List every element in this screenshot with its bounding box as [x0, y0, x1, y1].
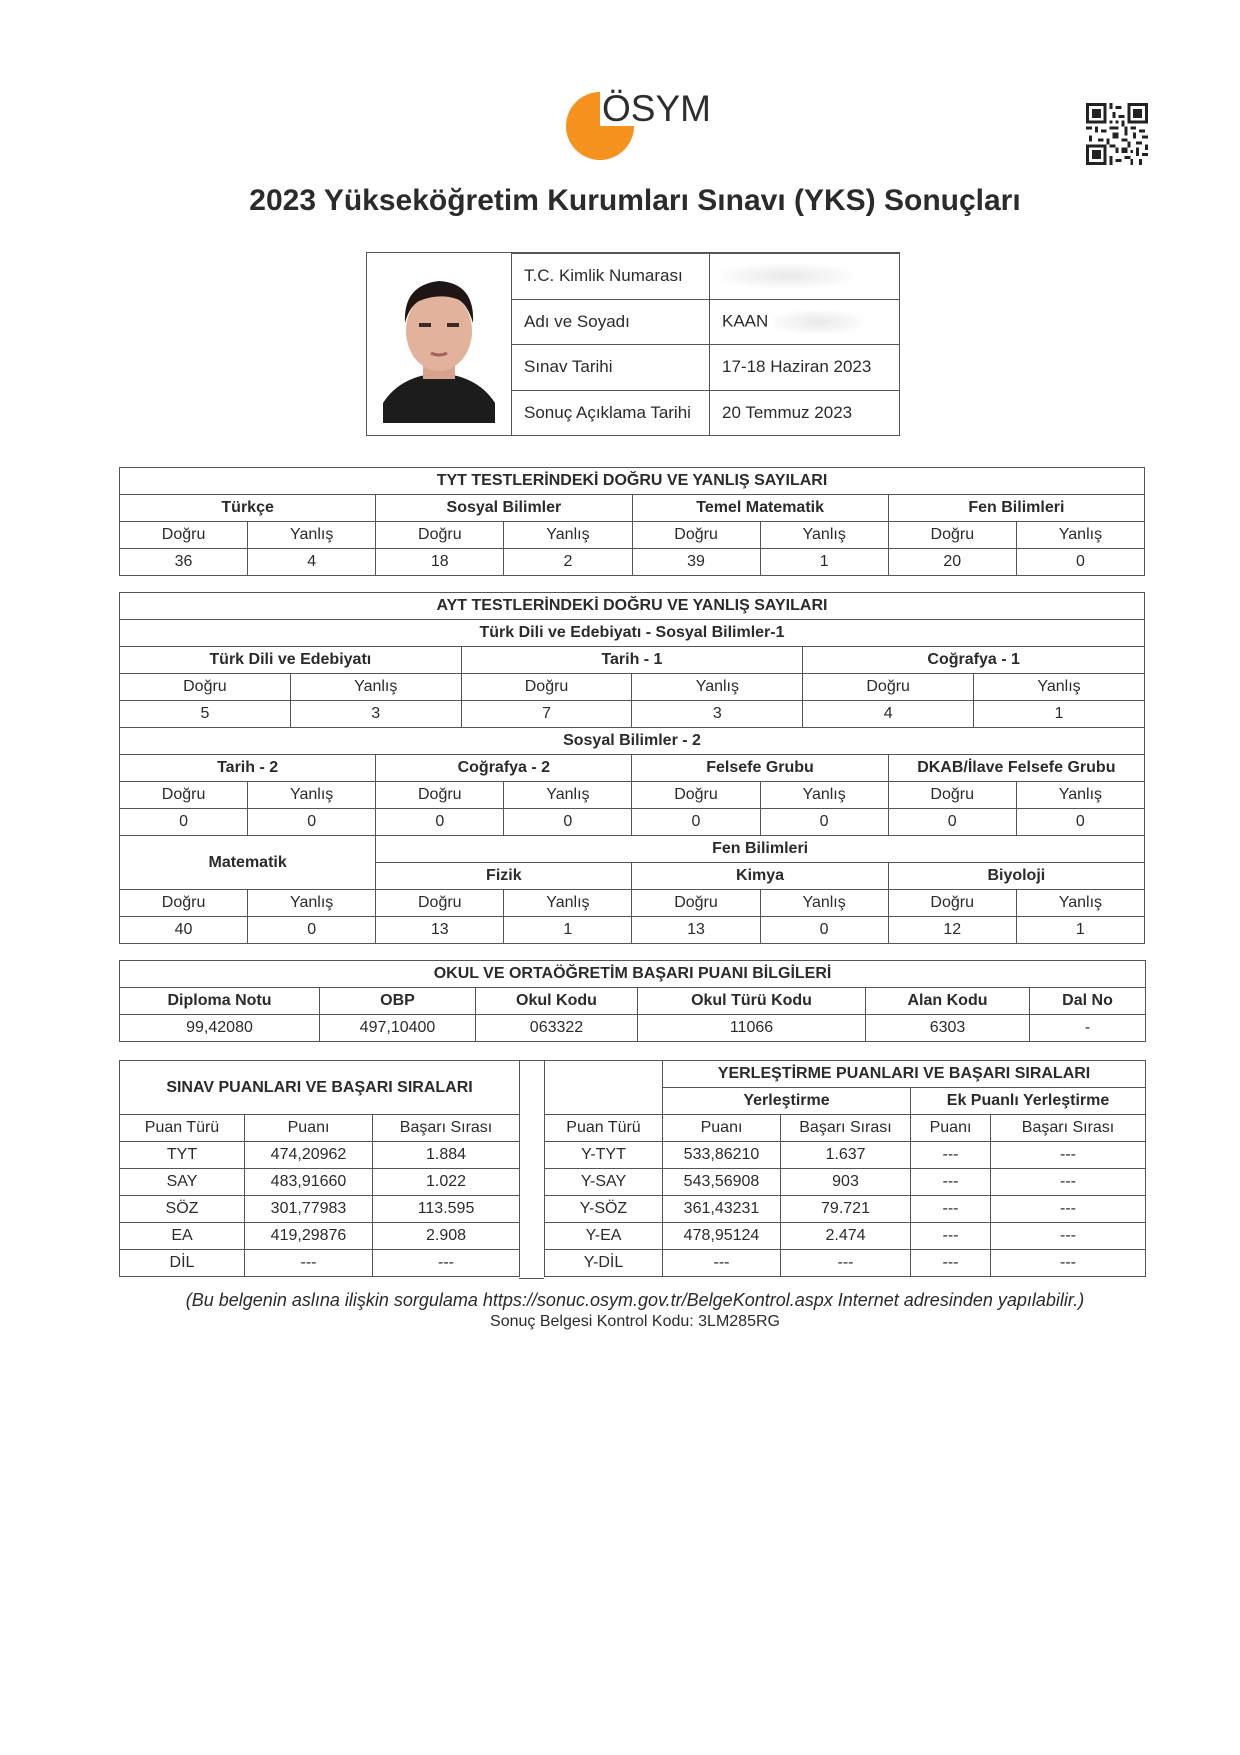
- result-date-label: Sonuç Açıklama Tarihi: [512, 390, 710, 436]
- candidate-photo: [367, 253, 512, 435]
- yer-empty-cell: [545, 1061, 663, 1115]
- yanlis-label: Yanlış: [504, 890, 632, 917]
- okul-header: Okul Kodu: [476, 988, 638, 1015]
- dogru-value: 20: [888, 549, 1016, 576]
- yanlis-value: 1: [504, 917, 632, 944]
- name-text: KAAN: [722, 311, 769, 331]
- okul-table: [119, 960, 1146, 1042]
- dogru-value: 36: [120, 549, 248, 576]
- table-row: [120, 674, 1145, 701]
- table-row: [545, 1169, 1146, 1196]
- okul-header: OBP: [320, 988, 476, 1015]
- name-value: [710, 299, 900, 345]
- yanlis-value: 3: [290, 701, 461, 728]
- tc-label: T.C. Kimlik Numarası: [512, 254, 710, 300]
- dogru-value: 12: [888, 917, 1016, 944]
- puan: 474,20962: [245, 1142, 373, 1169]
- tyt-title: TYT TESTLERİNDEKİ DOĞRU VE YANLIŞ SAYILARI: [120, 468, 1145, 495]
- sinav-header: Başarı Sırası: [373, 1115, 520, 1142]
- ek-basari-sirasi: ---: [991, 1142, 1146, 1169]
- redacted-area: [722, 264, 852, 288]
- ayt-title: AYT TESTLERİNDEKİ DOĞRU VE YANLIŞ SAYILARI: [120, 593, 1145, 620]
- ek-basari-sirasi: ---: [991, 1196, 1146, 1223]
- yer-title: YERLEŞTİRME PUANLARI VE BAŞARI SIRALARI: [663, 1061, 1146, 1088]
- yanlis-label: Yanlış: [632, 674, 803, 701]
- dogru-value: 7: [461, 701, 632, 728]
- puan: ---: [245, 1250, 373, 1277]
- yanlis-value: 1: [974, 701, 1145, 728]
- puan: 533,86210: [663, 1142, 781, 1169]
- ek-basari-sirasi: ---: [991, 1223, 1146, 1250]
- yer-header: Puanı: [663, 1115, 781, 1142]
- table-separator: [519, 1060, 544, 1279]
- yanlis-value: 0: [760, 809, 888, 836]
- tyt-subject: Türkçe: [120, 495, 376, 522]
- okul-value: 497,10400: [320, 1015, 476, 1042]
- yanlis-label: Yanlış: [504, 522, 632, 549]
- sinav-puanlari-table: [119, 1060, 520, 1277]
- puan-turu: SÖZ: [120, 1196, 245, 1223]
- ek-puan: ---: [911, 1169, 991, 1196]
- puan: 478,95124: [663, 1223, 781, 1250]
- okul-value: 6303: [866, 1015, 1030, 1042]
- dogru-label: Doğru: [803, 674, 974, 701]
- logo-text: ÖSYM: [602, 88, 711, 129]
- dogru-value: 4: [803, 701, 974, 728]
- okul-header: Diploma Notu: [120, 988, 320, 1015]
- yanlis-value: 0: [248, 809, 376, 836]
- ayt-subject: Tarih - 1: [461, 647, 803, 674]
- ayt-subject: Coğrafya - 2: [376, 755, 632, 782]
- portrait-image: [367, 253, 511, 435]
- table-row: [120, 890, 1145, 917]
- ayt-subject: Biyoloji: [888, 863, 1144, 890]
- ayt-table: [119, 592, 1145, 944]
- puan-turu: Y-SÖZ: [545, 1196, 663, 1223]
- yanlis-value: 1: [760, 549, 888, 576]
- yanlis-label: Yanlış: [290, 674, 461, 701]
- dogru-label: Doğru: [120, 674, 291, 701]
- puan-turu: Y-DİL: [545, 1250, 663, 1277]
- basari-sirasi: 2.908: [373, 1223, 520, 1250]
- dogru-value: 5: [120, 701, 291, 728]
- ayt-subject: DKAB/İlave Felsefe Grubu: [888, 755, 1144, 782]
- ek-puan: ---: [911, 1196, 991, 1223]
- okul-header: Okul Türü Kodu: [638, 988, 866, 1015]
- ayt-matematik-title: Matematik: [120, 836, 376, 890]
- dogru-value: 0: [888, 809, 1016, 836]
- tyt-subject: Sosyal Bilimler: [376, 495, 632, 522]
- table-row: [120, 1250, 520, 1277]
- table-row: [512, 299, 900, 345]
- table-row: [120, 1196, 520, 1223]
- yanlis-value: 0: [1016, 549, 1144, 576]
- table-row: [120, 1169, 520, 1196]
- ayt-subject: Kimya: [632, 863, 888, 890]
- table-row: [545, 1142, 1146, 1169]
- puan-turu: DİL: [120, 1250, 245, 1277]
- yanlis-label: Yanlış: [1016, 782, 1144, 809]
- yanlis-label: Yanlış: [760, 782, 888, 809]
- basari-sirasi: 79.721: [781, 1196, 911, 1223]
- dogru-value: 39: [632, 549, 760, 576]
- yanlis-label: Yanlış: [974, 674, 1145, 701]
- ek-puan: ---: [911, 1223, 991, 1250]
- dogru-label: Doğru: [632, 782, 760, 809]
- table-row: [120, 549, 1145, 576]
- okul-title: OKUL VE ORTAÖĞRETİM BAŞARI PUANI BİLGİLERİ: [120, 961, 1146, 988]
- puan-turu: Y-EA: [545, 1223, 663, 1250]
- dogru-label: Doğru: [120, 782, 248, 809]
- table-row: [120, 701, 1145, 728]
- yanlis-label: Yanlış: [504, 782, 632, 809]
- table-row: [120, 809, 1145, 836]
- yanlis-label: Yanlış: [1016, 522, 1144, 549]
- ayt-subject: Fizik: [376, 863, 632, 890]
- candidate-info-table: [511, 253, 900, 436]
- candidate-info: [366, 252, 900, 436]
- ayt-subject: Felsefe Grubu: [632, 755, 888, 782]
- okul-value: 063322: [476, 1015, 638, 1042]
- yer-header: Başarı Sırası: [991, 1115, 1146, 1142]
- dogru-value: 13: [376, 917, 504, 944]
- yanlis-value: 2: [504, 549, 632, 576]
- name-label: Adı ve Soyadı: [512, 299, 710, 345]
- dogru-label: Doğru: [632, 890, 760, 917]
- verification-note: (Bu belgenin aslına ilişkin sorgulama https://sonuc.osym.gov.tr/BelgeKontrol.aspx Internet adresinden yapılabilir.): [185, 1290, 1085, 1310]
- ayt-subject: Coğrafya - 1: [803, 647, 1145, 674]
- basari-sirasi: 1.022: [373, 1169, 520, 1196]
- tyt-subject: Fen Bilimleri: [888, 495, 1144, 522]
- puan: ---: [663, 1250, 781, 1277]
- puan-turu: EA: [120, 1223, 245, 1250]
- ek-basari-sirasi: ---: [991, 1169, 1146, 1196]
- dogru-value: 40: [120, 917, 248, 944]
- table-row: [512, 390, 900, 436]
- yer-sub2: Ek Puanlı Yerleştirme: [911, 1088, 1146, 1115]
- yanlis-value: 3: [632, 701, 803, 728]
- ayt-subject: Tarih - 2: [120, 755, 376, 782]
- okul-value: -: [1030, 1015, 1146, 1042]
- sinav-title: SINAV PUANLARI VE BAŞARI SIRALARI: [120, 1061, 520, 1115]
- qr-code-icon: [1086, 103, 1148, 165]
- yanlis-label: Yanlış: [248, 522, 376, 549]
- dogru-value: 18: [376, 549, 504, 576]
- table-row: [512, 345, 900, 391]
- yanlis-value: 0: [1016, 809, 1144, 836]
- table-row: [545, 1223, 1146, 1250]
- basari-sirasi: 1.884: [373, 1142, 520, 1169]
- page-title: 2023 Yükseköğretim Kurumları Sınavı (YKS) Sonuçları: [249, 184, 1021, 217]
- dogru-label: Doğru: [376, 890, 504, 917]
- dogru-label: Doğru: [888, 522, 1016, 549]
- basari-sirasi: 113.595: [373, 1196, 520, 1223]
- yanlis-value: 4: [248, 549, 376, 576]
- ek-puan: ---: [911, 1250, 991, 1277]
- control-code: Sonuç Belgesi Kontrol Kodu: 3LM285RG: [490, 1313, 780, 1330]
- puan-turu: Y-TYT: [545, 1142, 663, 1169]
- dogru-label: Doğru: [120, 522, 248, 549]
- ek-puan: ---: [911, 1142, 991, 1169]
- puan-turu: TYT: [120, 1142, 245, 1169]
- dogru-label: Doğru: [461, 674, 632, 701]
- yer-header: Puanı: [911, 1115, 991, 1142]
- yer-sub1: Yerleştirme: [663, 1088, 911, 1115]
- result-date-value: 20 Temmuz 2023: [710, 390, 900, 436]
- yer-header: Başarı Sırası: [781, 1115, 911, 1142]
- dogru-label: Doğru: [120, 890, 248, 917]
- yanlis-label: Yanlış: [760, 522, 888, 549]
- puan: 543,56908: [663, 1169, 781, 1196]
- basari-sirasi: 903: [781, 1169, 911, 1196]
- yanlis-value: 1: [1016, 917, 1144, 944]
- table-row: [545, 1196, 1146, 1223]
- exam-date-value: 17-18 Haziran 2023: [710, 345, 900, 391]
- table-row: [120, 522, 1145, 549]
- dogru-value: 0: [376, 809, 504, 836]
- basari-sirasi: ---: [373, 1250, 520, 1277]
- tyt-subject: Temel Matematik: [632, 495, 888, 522]
- dogru-label: Doğru: [632, 522, 760, 549]
- sinav-header: Puan Türü: [120, 1115, 245, 1142]
- okul-value: 11066: [638, 1015, 866, 1042]
- table-row: [512, 254, 900, 300]
- basari-sirasi: ---: [781, 1250, 911, 1277]
- ayt-subject: Türk Dili ve Edebiyatı: [120, 647, 462, 674]
- yanlis-label: Yanlış: [248, 782, 376, 809]
- table-row: [120, 782, 1145, 809]
- yanlis-value: 0: [248, 917, 376, 944]
- okul-header: Alan Kodu: [866, 988, 1030, 1015]
- puan: 419,29876: [245, 1223, 373, 1250]
- table-row: [120, 917, 1145, 944]
- dogru-label: Doğru: [888, 890, 1016, 917]
- puan: 361,43231: [663, 1196, 781, 1223]
- dogru-value: 13: [632, 917, 760, 944]
- tyt-table: [119, 467, 1145, 576]
- dogru-label: Doğru: [888, 782, 1016, 809]
- puan-turu: Y-SAY: [545, 1169, 663, 1196]
- sinav-header: Puanı: [245, 1115, 373, 1142]
- table-row: [120, 988, 1146, 1015]
- yerlestirme-table: [544, 1060, 1146, 1277]
- basari-sirasi: 2.474: [781, 1223, 911, 1250]
- table-row: [120, 1223, 520, 1250]
- puan: 483,91660: [245, 1169, 373, 1196]
- basari-sirasi: 1.637: [781, 1142, 911, 1169]
- exam-date-label: Sınav Tarihi: [512, 345, 710, 391]
- yanlis-label: Yanlış: [248, 890, 376, 917]
- puan: 301,77983: [245, 1196, 373, 1223]
- ayt-group1-title: Türk Dili ve Edebiyatı - Sosyal Bilimler-1: [120, 620, 1145, 647]
- table-row: [545, 1115, 1146, 1142]
- table-row: [120, 1115, 520, 1142]
- dogru-label: Doğru: [376, 782, 504, 809]
- tc-value: [710, 254, 900, 300]
- dogru-value: 0: [632, 809, 760, 836]
- ayt-fen-title: Fen Bilimleri: [376, 836, 1145, 863]
- yanlis-label: Yanlış: [760, 890, 888, 917]
- dogru-value: 0: [120, 809, 248, 836]
- okul-header: Dal No: [1030, 988, 1146, 1015]
- puan-turu: SAY: [120, 1169, 245, 1196]
- redacted-area: [773, 310, 863, 334]
- ek-basari-sirasi: ---: [991, 1250, 1146, 1277]
- ayt-group2-title: Sosyal Bilimler - 2: [120, 728, 1145, 755]
- table-row: [120, 1015, 1146, 1042]
- okul-value: 99,42080: [120, 1015, 320, 1042]
- yer-header: Puan Türü: [545, 1115, 663, 1142]
- osym-logo: [566, 82, 711, 162]
- table-row: [120, 1142, 520, 1169]
- table-row: [545, 1250, 1146, 1277]
- yanlis-label: Yanlış: [1016, 890, 1144, 917]
- yanlis-value: 0: [504, 809, 632, 836]
- dogru-label: Doğru: [376, 522, 504, 549]
- yanlis-value: 0: [760, 917, 888, 944]
